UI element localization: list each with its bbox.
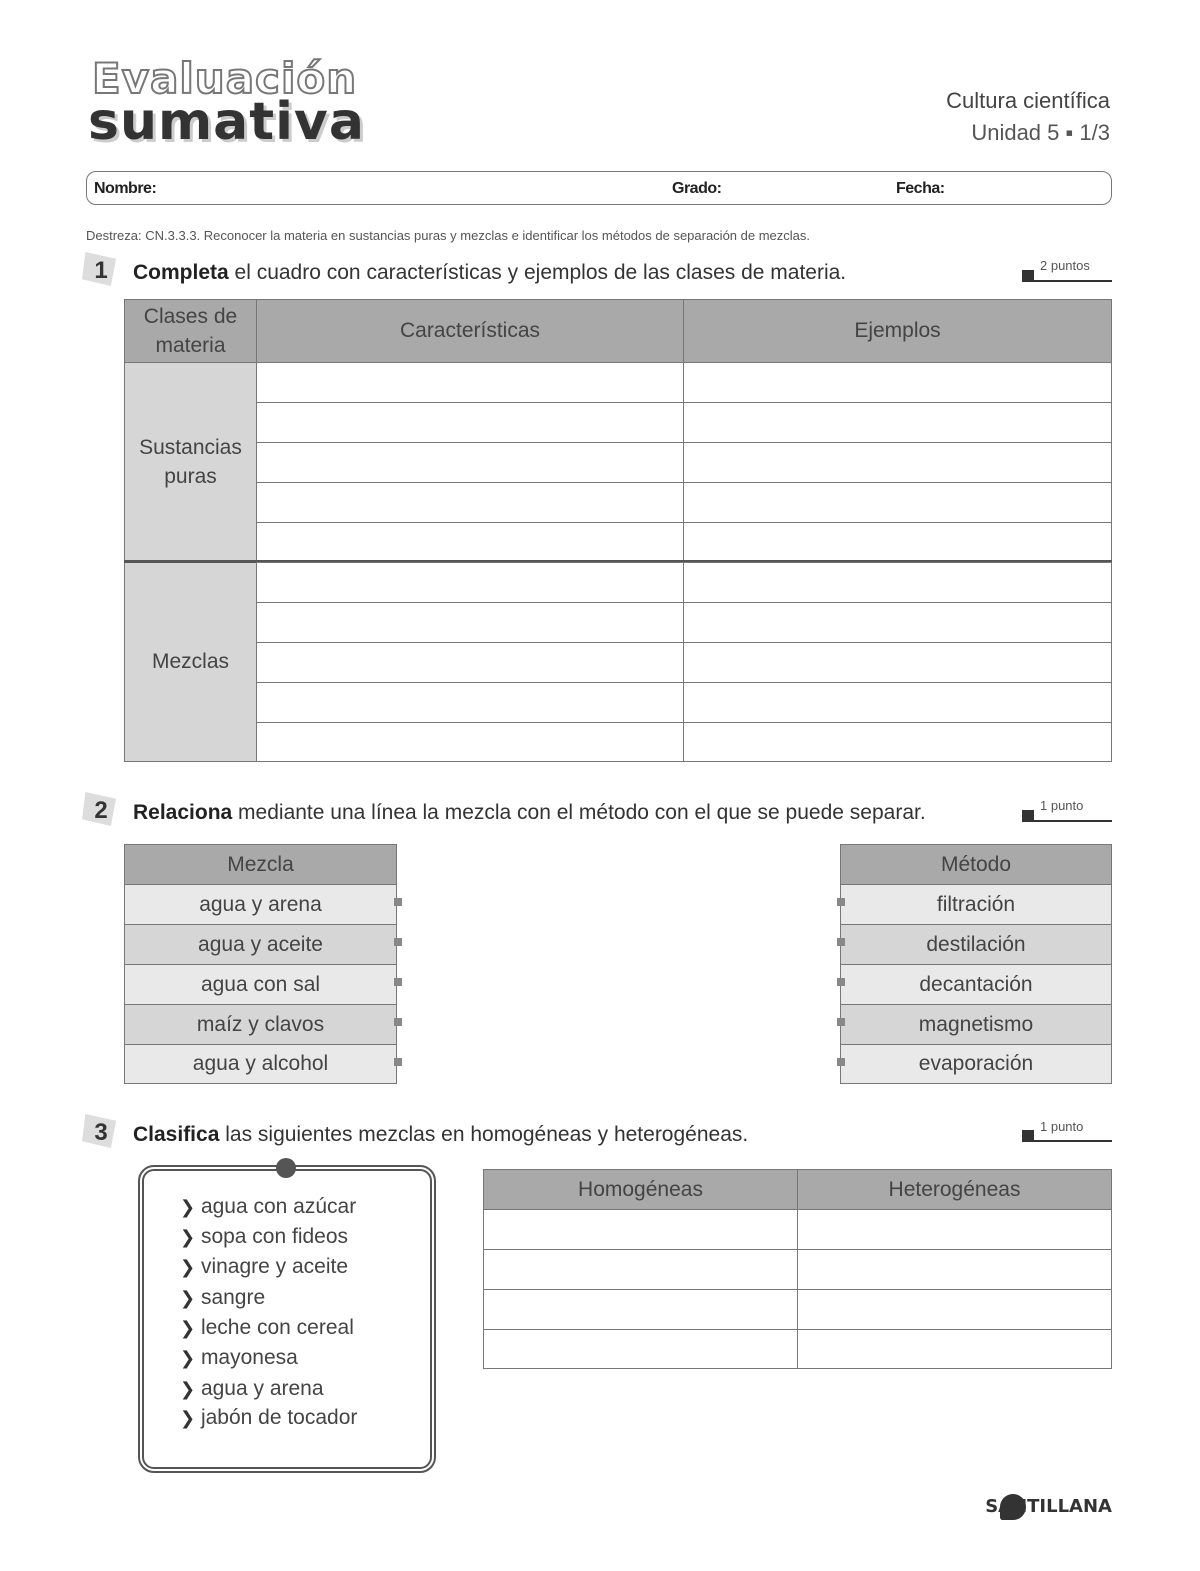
subject-title: Cultura científica (946, 88, 1110, 113)
table-cell[interactable] (256, 362, 684, 403)
table-cell[interactable] (256, 482, 684, 523)
table-cell[interactable] (683, 442, 1112, 483)
table-cell[interactable] (683, 682, 1112, 723)
list-item: ❯ agua con azúcar (180, 1195, 357, 1218)
question-3-body: las siguientes mezclas en homogéneas y heterogéneas. (219, 1123, 749, 1146)
list-item: ❯ jabón de tocador (180, 1406, 358, 1429)
question-2-number: 2 (82, 792, 120, 830)
mezcla-item[interactable]: agua y alcohol (124, 1044, 397, 1084)
question-3-text (133, 1123, 748, 1147)
table-cell[interactable] (256, 402, 684, 443)
chevron-right-icon: ❯ (180, 1348, 196, 1368)
question-1-text (133, 261, 846, 285)
table-cell[interactable] (483, 1209, 798, 1250)
list-item: ❯ vinagre y aceite (180, 1255, 349, 1278)
name-label: Nombre: (94, 180, 157, 197)
points-marker-1 (1022, 270, 1034, 282)
question-2-body: mediante una línea la mezcla con el método con el que se puede separar. (232, 801, 926, 824)
table-cell[interactable] (683, 522, 1112, 562)
question-3-points: 1 punto (1040, 1119, 1084, 1134)
points-marker-3 (1022, 1130, 1034, 1142)
frame-ornament-icon (276, 1158, 296, 1178)
mezcla-item[interactable]: agua con sal (124, 964, 397, 1005)
table-cell[interactable] (797, 1329, 1112, 1369)
points-line-2 (1034, 820, 1112, 822)
date-label: Fecha: (896, 180, 945, 197)
table-cell[interactable] (256, 642, 684, 683)
list-item: ❯ sopa con fideos (180, 1225, 349, 1248)
header-ejemplos: Ejemplos (683, 299, 1112, 363)
table-cell[interactable] (256, 522, 684, 562)
connector-dot[interactable] (837, 978, 845, 986)
mezcla-item[interactable]: agua y aceite (124, 924, 397, 965)
list-item: ❯ sangre (180, 1286, 266, 1309)
chevron-right-icon: ❯ (180, 1379, 196, 1399)
list-item: ❯ mayonesa (180, 1346, 298, 1369)
list-item: ❯ leche con cereal (180, 1316, 354, 1339)
brand-name: SANTILLANA (985, 1496, 1112, 1517)
chevron-right-icon: ❯ (180, 1257, 196, 1277)
connector-dot[interactable] (837, 1018, 845, 1026)
connector-dot[interactable] (394, 898, 402, 906)
question-1-body: el cuadro con características y ejemplos de las clases de materia. (228, 261, 847, 284)
metodo-item[interactable]: evaporación (840, 1044, 1112, 1084)
chevron-right-icon: ❯ (180, 1408, 196, 1428)
points-line-1 (1034, 280, 1112, 282)
chevron-right-icon: ❯ (180, 1197, 196, 1217)
connector-dot[interactable] (837, 1058, 845, 1066)
chevron-right-icon: ❯ (180, 1227, 196, 1247)
table-cell[interactable] (483, 1329, 798, 1369)
mezcla-item[interactable]: agua y arena (124, 884, 397, 925)
metodo-header: Método (840, 844, 1112, 885)
connector-dot[interactable] (837, 898, 845, 906)
metodo-item[interactable]: destilación (840, 924, 1112, 965)
table-cell[interactable] (256, 562, 684, 603)
table-cell[interactable] (483, 1289, 798, 1330)
logo-line-1: Evaluación (92, 54, 358, 103)
header-homogeneas: Homogéneas (483, 1169, 798, 1210)
table-cell[interactable] (683, 482, 1112, 523)
connector-dot[interactable] (394, 978, 402, 986)
table-cell[interactable] (683, 402, 1112, 443)
question-1-verb: Completa (133, 261, 229, 284)
table-cell[interactable] (797, 1289, 1112, 1330)
group-mezclas: Mezclas (124, 561, 257, 762)
table-cell[interactable] (256, 602, 684, 643)
points-line-3 (1034, 1140, 1112, 1142)
header-heterogeneas: Heterogéneas (797, 1169, 1112, 1210)
table-cell[interactable] (256, 682, 684, 723)
unit-label: Unidad 5 ▪ 1/3 (971, 120, 1110, 145)
table-cell[interactable] (683, 602, 1112, 643)
table-cell[interactable] (683, 562, 1112, 603)
mezcla-item[interactable]: maíz y clavos (124, 1004, 397, 1045)
destreza-text: Destreza: CN.3.3.3. Reconocer la materia en sustancias puras y mezclas e identificar los métodos de separación de mezclas. (86, 228, 811, 243)
materia-table (124, 299, 1112, 762)
header-caracteristicas: Características (256, 299, 684, 363)
table-cell[interactable] (683, 362, 1112, 403)
mezcla-header: Mezcla (124, 844, 397, 885)
connector-dot[interactable] (394, 1018, 402, 1026)
header-clases: Clases de materia (124, 299, 257, 363)
student-info-box[interactable] (86, 171, 1112, 205)
chevron-right-icon: ❯ (180, 1318, 196, 1338)
question-1-points: 2 puntos (1040, 258, 1090, 273)
connector-dot[interactable] (837, 938, 845, 946)
table-cell[interactable] (797, 1249, 1112, 1290)
chevron-right-icon: ❯ (180, 1288, 196, 1308)
question-2-verb: Relaciona (133, 801, 233, 824)
table-cell[interactable] (256, 442, 684, 483)
table-cell[interactable] (683, 722, 1112, 762)
table-cell[interactable] (256, 722, 684, 762)
table-cell[interactable] (483, 1249, 798, 1290)
group-sustancias-puras: Sustancias puras (124, 362, 257, 562)
question-3-number: 3 (82, 1114, 120, 1152)
table-cell[interactable] (797, 1209, 1112, 1250)
metodo-item[interactable]: decantación (840, 964, 1112, 1005)
connector-dot[interactable] (394, 938, 402, 946)
question-1-number: 1 (82, 252, 120, 290)
question-2-text (133, 801, 926, 825)
metodo-item[interactable]: magnetismo (840, 1004, 1112, 1045)
list-item: ❯ agua y arena (180, 1377, 324, 1400)
question-3-verb: Clasifica (133, 1123, 220, 1146)
grade-label: Grado: (672, 180, 722, 197)
logo-line-2: sumativa (88, 92, 365, 152)
question-2-points: 1 punto (1040, 798, 1084, 813)
points-marker-2 (1022, 810, 1034, 822)
connector-dot[interactable] (394, 1058, 402, 1066)
metodo-item[interactable]: filtración (840, 884, 1112, 925)
table-cell[interactable] (683, 642, 1112, 683)
